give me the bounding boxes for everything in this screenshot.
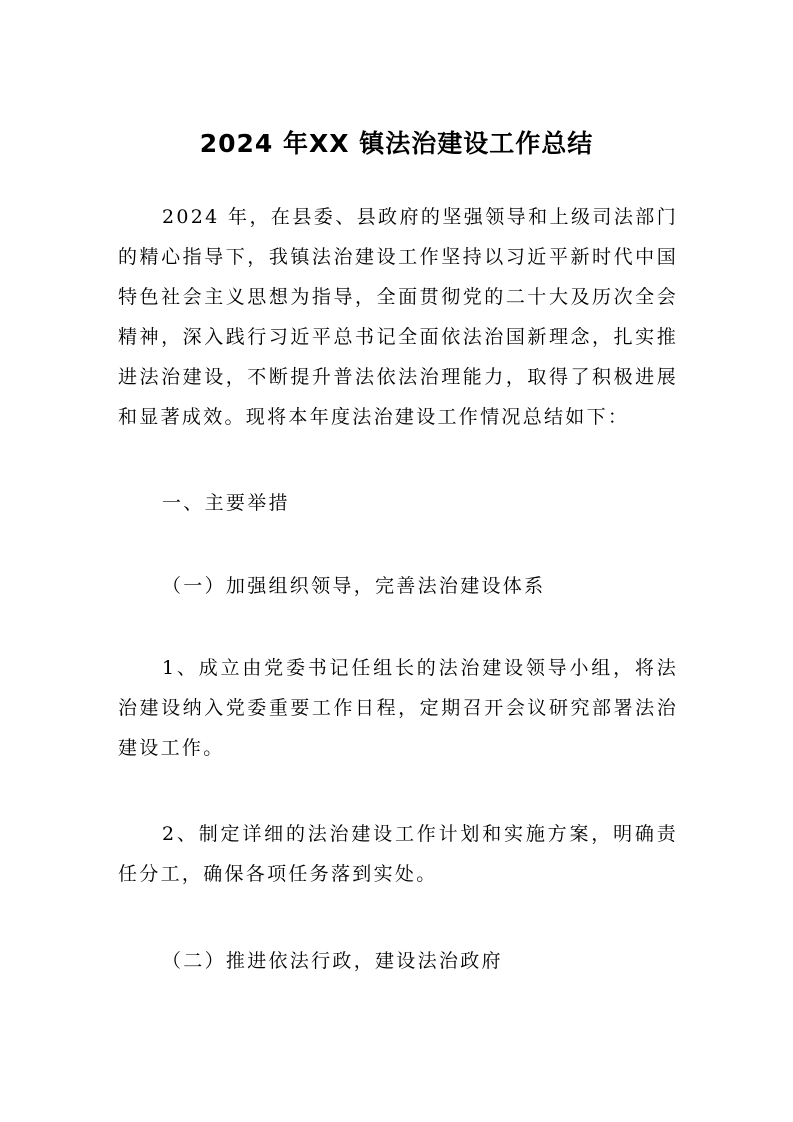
list-item-2: 2、制定详细的法治建设工作计划和实施方案，明确责任分工，确保各项任务落到实处。 (118, 823, 678, 885)
intro-paragraph: 2024 年，在县委、县政府的坚强领导和上级司法部门的精心指导下，我镇法治建设工作坚持以习近平新时代中国特色社会主义思想为指导，全面贯彻党的二十大及历次全会精神，深入践行习近平总书记全面依法治国新理念，扎实推进法治建设，不断提升普法依法治理能力，取得了积极进展和显著成效。现将本年度法治建设工作情况总结如下： (118, 206, 678, 428)
list-item-1: 1、成立由党委书记任组长的法治建设领导小组，将法治建设纳入党委重要工作日程，定期召开会议研究部署法治建设工作。 (118, 657, 678, 759)
subsection-heading-organization: （一）加强组织领导，完善法治建设体系 (162, 575, 546, 597)
document-title: 2024 年XX 镇法治建设工作总结 (199, 129, 594, 158)
section-heading-main-measures: 一、主要举措 (162, 492, 290, 514)
subsection-heading-administration: （二）推进依法行政，建设法治政府 (162, 950, 503, 972)
